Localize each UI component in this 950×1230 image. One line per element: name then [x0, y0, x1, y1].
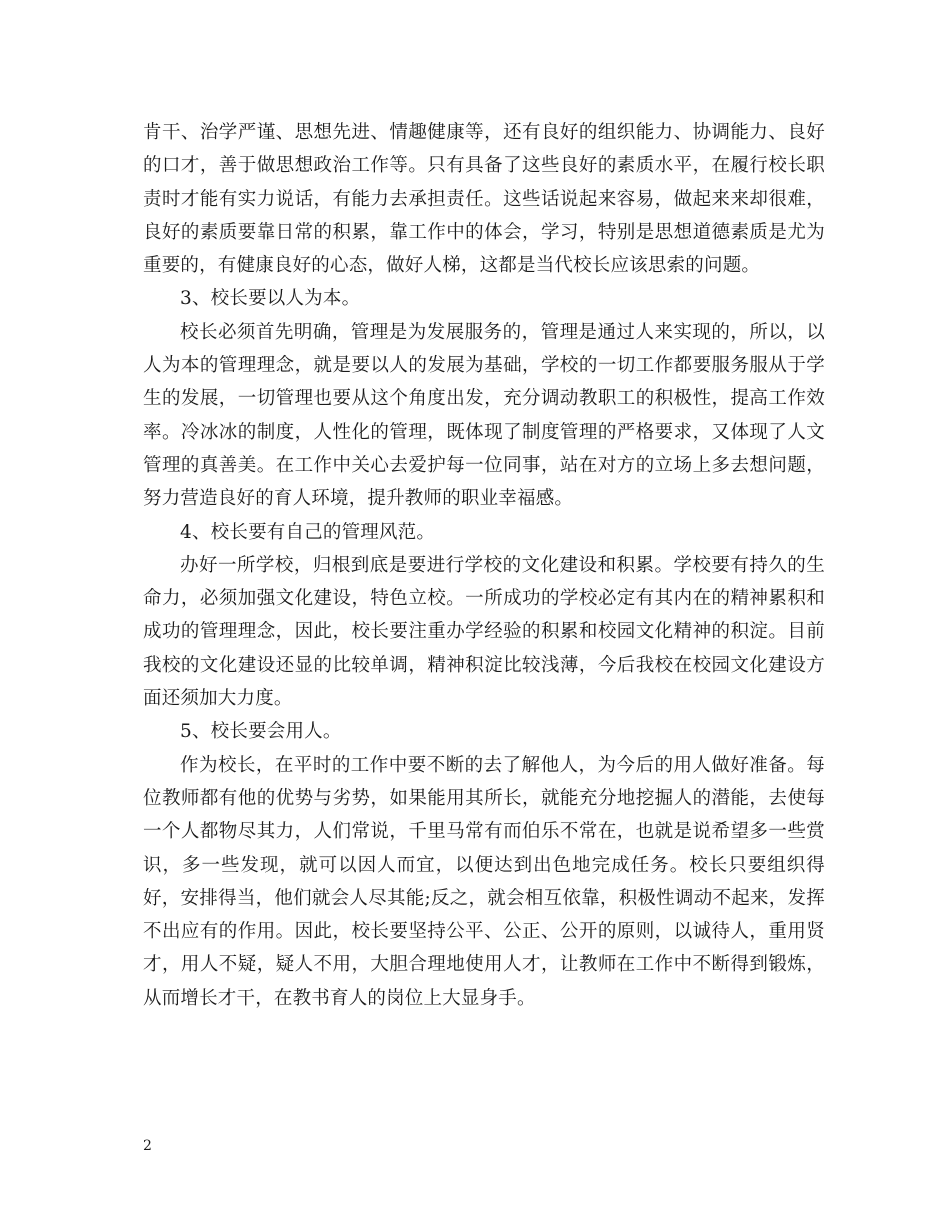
paragraph-school-culture: 办好一所学校，归根到底是要进行学校的文化建设和积累。学校要有持久的生命力，必须加强文化建设，特色立校。一所成功的学校必定有其内在的精神累积和成功的管理理念，因此，校长要注重办学经验的积累和校园文化精神的积淀。目前我校的文化建设还显的比较单调，精神积淀比较浅薄，今后我校在校园文化建设方面还须加大力度。: [143, 554, 825, 710]
section-heading-5: 5、校长要会用人。: [180, 721, 342, 743]
paragraph-people-oriented: 校长必须首先明确，管理是为发展服务的，管理是通过人来实现的，所以，以人为本的管理理念，就是要以人的发展为基础，学校的一切工作都要服务服从于学生的发展，一切管理也要从这个角度出发，充分调动教职工的积极性，提高工作效率。冷冰冰的制度，人性化的管理，既体现了制度管理的严格要求，又体现了人文管理的真善美。在工作中关心去爱护每一位同事，站在对方的立场上多去想问题，努力营造良好的育人环境，提升教师的职业幸福感。: [143, 321, 825, 510]
page-number: 2: [143, 1138, 152, 1154]
section-heading-3: 3、校长要以人为本。: [180, 288, 361, 310]
section-heading-4: 4、校长要有自己的管理风范。: [180, 521, 436, 543]
document-body: [143, 116, 825, 1015]
paragraph-using-people: 作为校长，在平时的工作中要不断的去了解他人，为今后的用人做好准备。每位教师都有他的优势与劣势，如果能用其所长，就能充分地挖掘人的潜能，去使每一个人都物尽其力，人们常说，千里马常有而伯乐不常在，也就是说希望多一些赏识，多一些发现，就可以因人而宜，以便达到出色地完成任务。校长只要组织得好，安排得当，他们就会人尽其能;反之，就会相互依靠，积极性调动不起来，发挥不出应有的作用。因此，校长要坚持公平、公正、公开的原则，以诚待人，重用贤才，用人不疑，疑人不用，大胆合理地使用人才，让教师在工作中不断得到锻炼，从而增长才干，在教书育人的岗位上大显身手。: [143, 754, 825, 1009]
paragraph-continuation: 肯干、治学严谨、思想先进、情趣健康等，还有良好的组织能力、协调能力、良好的口才，善于做思想政治工作等。只有具备了这些良好的素质水平，在履行校长职责时才能有实力说话，有能力去承担责任。这些话说起来容易，做起来来却很难，良好的素质要靠日常的积累，靠工作中的体会，学习，特别是思想道德素质是尤为重要的，有健康良好的心态，做好人梯，这都是当代校长应该思索的问题。: [143, 122, 825, 277]
